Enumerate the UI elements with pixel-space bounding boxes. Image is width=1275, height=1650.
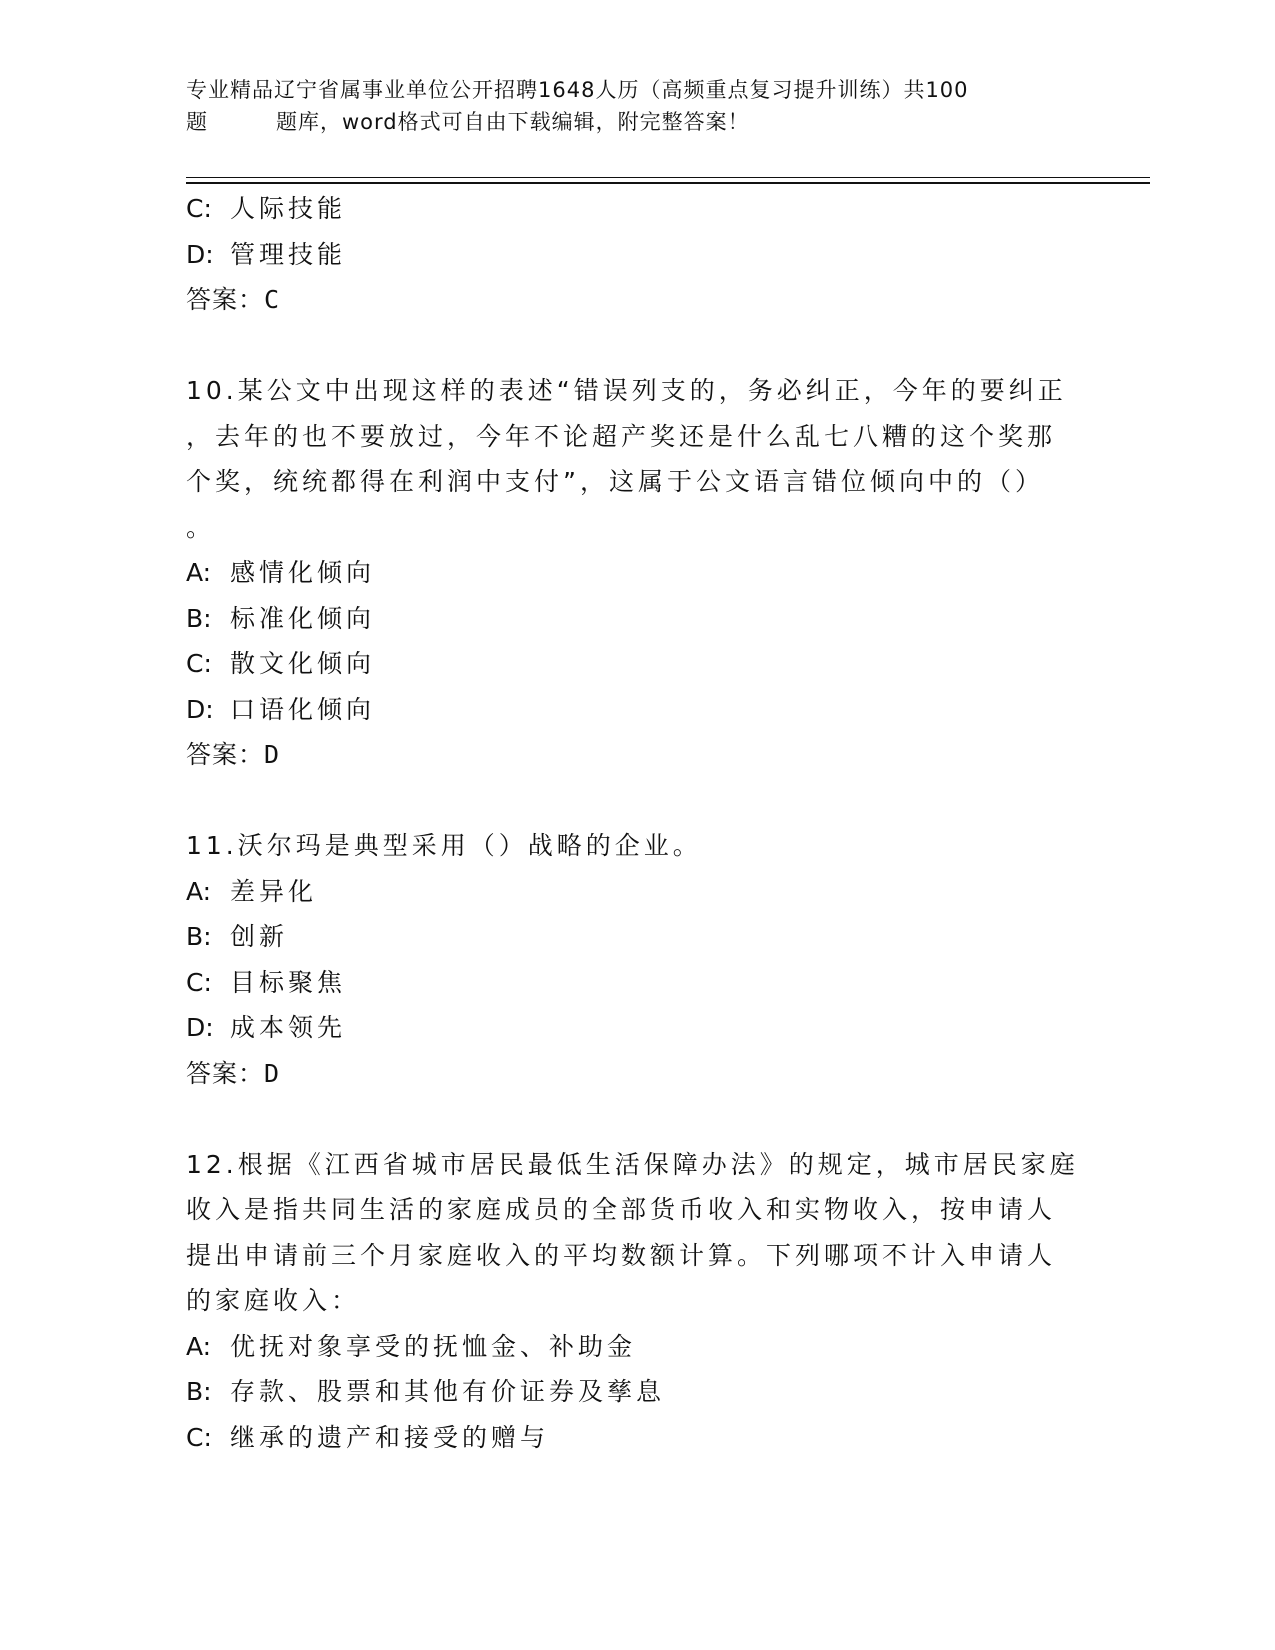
option-letter: C: xyxy=(186,1422,212,1452)
question-11 xyxy=(186,823,1086,1096)
answer-label: 答案： xyxy=(186,285,265,314)
option-c xyxy=(186,641,1086,687)
option-text: 优抚对象享受的抚恤金、补助金 xyxy=(230,1331,637,1361)
header-line-2 xyxy=(186,106,1086,138)
answer-label: 答案： xyxy=(186,1058,265,1088)
option-a xyxy=(186,1324,1086,1370)
option-b xyxy=(186,1369,1086,1415)
option-letter: B: xyxy=(186,922,212,951)
option-d xyxy=(186,687,1086,733)
page-header xyxy=(186,74,1086,138)
answer-value: D xyxy=(264,1058,280,1088)
option-letter: A: xyxy=(186,558,212,587)
option-a xyxy=(186,869,1086,915)
question-text-line: 收入是指共同生活的家庭成员的全部货币收入和实物收入，按申请人 xyxy=(186,1195,1057,1224)
answer-line xyxy=(186,1051,1086,1097)
answer-label: 答案： xyxy=(186,740,265,769)
option-text: 继承的遗产和接受的赠与 xyxy=(230,1422,550,1452)
option-letter: C: xyxy=(186,194,212,223)
option-c xyxy=(186,960,1086,1006)
option-text: 感情化倾向 xyxy=(230,558,376,587)
option-text: 成本领先 xyxy=(230,1013,347,1042)
question-9-tail xyxy=(186,186,1086,323)
question-10 xyxy=(186,368,1086,778)
question-text-line: 。 xyxy=(186,512,216,542)
question-text-line: 的家庭收入： xyxy=(186,1286,361,1315)
header-line-2-prefix: 题 xyxy=(186,110,208,134)
option-b xyxy=(186,914,1086,960)
option-text: 人际技能 xyxy=(230,194,347,223)
question-text-line: 个奖，统统都得在利润中支付”，这属于公文语言错位倾向中的（） xyxy=(186,467,1044,496)
option-text: 存款、股票和其他有价证券及孳息 xyxy=(230,1377,666,1406)
option-letter: B: xyxy=(186,1377,212,1406)
question-12 xyxy=(186,1142,1086,1461)
option-text: 散文化倾向 xyxy=(230,649,376,678)
answer-line xyxy=(186,732,1086,778)
option-letter: B: xyxy=(186,603,212,633)
option-text: 目标聚焦 xyxy=(230,967,347,997)
spacer xyxy=(186,323,1086,369)
option-letter: D: xyxy=(186,1013,214,1042)
option-letter: A: xyxy=(186,876,212,906)
spacer xyxy=(186,1096,1086,1142)
option-letter: D: xyxy=(186,694,214,724)
document-body xyxy=(186,186,1086,1460)
option-d xyxy=(186,232,1086,278)
spacer xyxy=(186,778,1086,824)
option-letter: C: xyxy=(186,649,212,678)
option-c xyxy=(186,1415,1086,1461)
question-text-line: ，去年的也不要放过，今年不论超产奖还是什么乱七八糟的这个奖那 xyxy=(186,421,1057,451)
option-text: 口语化倾向 xyxy=(230,694,376,724)
header-rule-thin xyxy=(186,177,1150,178)
option-letter: C: xyxy=(186,967,212,997)
header-line-2-text: 题库，word格式可自由下载编辑，附完整答案！ xyxy=(276,110,750,134)
option-b xyxy=(186,596,1086,642)
option-text: 管理技能 xyxy=(230,239,347,269)
option-c xyxy=(186,186,1086,232)
option-text: 差异化 xyxy=(230,876,318,906)
option-letter: A: xyxy=(186,1331,212,1361)
option-text: 创新 xyxy=(230,922,289,951)
option-d xyxy=(186,1005,1086,1051)
option-text: 标准化倾向 xyxy=(230,603,376,633)
question-text-line: 提出申请前三个月家庭收入的平均数额计算。下列哪项不计入申请人 xyxy=(186,1240,1057,1270)
header-rule-thick xyxy=(186,182,1150,184)
question-text-line: 12.根据《江西省城市居民最低生活保障办法》的规定，城市居民家庭 xyxy=(186,1149,1079,1179)
answer-value: C xyxy=(264,285,280,314)
question-text-line: 11.沃尔玛是典型采用（）战略的企业。 xyxy=(186,831,702,860)
answer-value: D xyxy=(264,740,280,769)
option-a xyxy=(186,550,1086,596)
question-text-line: 10.某公文中出现这样的表述“错误列支的，务必纠正，今年的要纠正 xyxy=(186,376,1067,405)
answer-line xyxy=(186,277,1086,323)
header-line-1: 专业精品辽宁省属事业单位公开招聘1648人历（高频重点复习提升训练）共100 xyxy=(186,78,969,102)
option-letter: D: xyxy=(186,239,214,269)
